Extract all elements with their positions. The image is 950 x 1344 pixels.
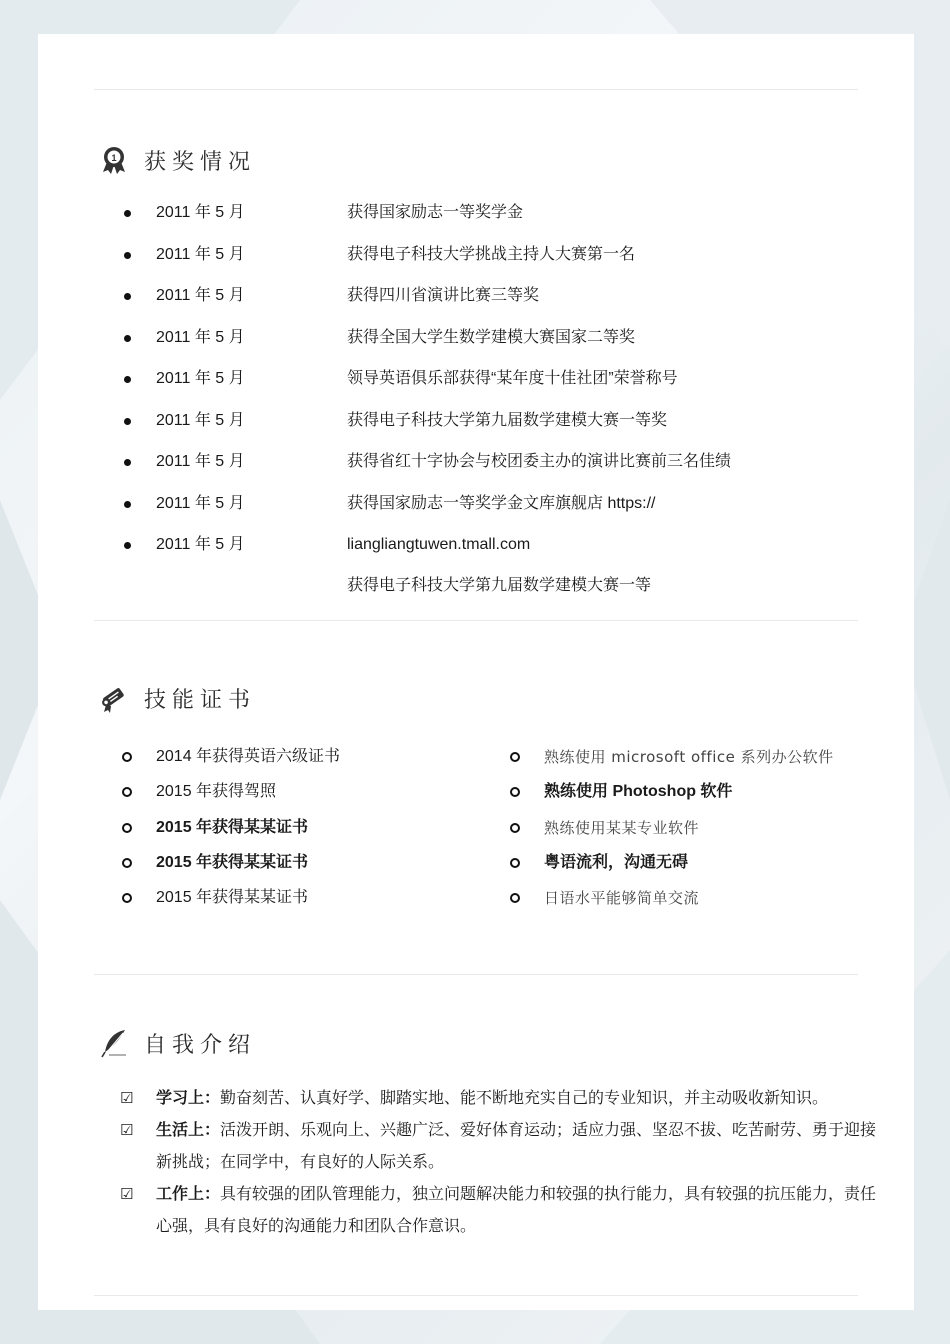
award-date: 2011 年 5 月 [156,370,245,387]
intro-item [120,1083,890,1115]
award-desc: 获得全国大学生数学建模大赛国家二等奖 [347,328,636,346]
resume-page [38,34,914,1310]
bullet-dot [124,210,131,217]
skills-header [100,681,256,715]
intro-item [120,1179,890,1243]
divider [94,1295,858,1296]
bullet-ring [510,858,520,868]
award-date: 2011 年 5 月 [156,287,245,304]
award-desc: liangliangtuwen.tmall.com [347,536,531,553]
skills-title: 技能证书 [144,687,257,713]
skill-text: 熟练使用 Photoshop 软件 [544,783,733,801]
bullet-ring [122,823,132,833]
divider [94,620,858,621]
skill-text: 熟练使用某某专业软件 [544,818,700,837]
divider [94,974,858,975]
feather-quill-icon [100,1028,128,1058]
bullet-dot [124,501,131,508]
intro-item [120,1115,890,1179]
skill-text: 日语水平能够简单交流 [544,889,700,908]
award-desc: 获得国家励志一等奖学金 [347,204,524,221]
bullet-dot [124,376,131,383]
bullet-dot [124,252,131,259]
award-desc: 获得国家励志一等奖学金文库旗舰店 https:// [347,494,656,512]
intro-text: 活泼开朗、乐观向上、兴趣广泛、爱好体育运动；适应力强、坚忍不拔、吃苦耐劳、勇于迎接新挑战；在同学中，有良好的人际关系。 [156,1122,877,1171]
divider [94,89,858,90]
bullet-ring [122,858,132,868]
bullet-dot [124,293,131,300]
intro-label: 工作上： [156,1186,221,1203]
awards-header [100,143,256,177]
bullet-ring [510,787,520,797]
skill-text: 2015 年获得驾照 [156,783,277,801]
bullet-dot [124,542,131,549]
bullet-ring [122,893,132,903]
bullet-dot [124,459,131,466]
checkbox-icon: ☑ [120,1090,134,1107]
award-date: 2011 年 5 月 [156,536,245,553]
award-date: 2011 年 5 月 [156,204,245,221]
award-date: 2011 年 5 月 [156,494,245,512]
skill-text: 熟练使用 microsoft office 系列办公软件 [544,748,834,766]
intro-title: 自我介绍 [144,1032,257,1058]
bullet-dot [124,335,131,342]
award-medal-icon [100,145,128,175]
bullet-ring [122,787,132,797]
diploma-scroll-icon [100,683,128,713]
checkbox-icon: ☑ [120,1186,134,1203]
bullet-dot [124,418,131,425]
award-date: 2011 年 5 月 [156,411,245,429]
award-date: 2011 年 5 月 [156,245,245,263]
intro-text: 具有较强的团队管理能力，独立问题解决能力和较强的执行能力，具有较强的抗压能力，责任心强，具有良好的沟通能力和团队合作意识。 [156,1186,877,1235]
skill-text: 2015 年获得某某证书 [156,889,309,907]
skill-text: 粤语流利，沟通无碍 [544,853,689,871]
skill-text: 2015 年获得某某证书 [156,853,309,871]
checkbox-icon: ☑ [120,1122,134,1139]
intro-text: 勤奋刻苦、认真好学、脚踏实地、能不断地充实自己的专业知识，并主动吸收新知识。 [220,1090,829,1107]
bullet-ring [510,893,520,903]
award-desc: 获得四川省演讲比赛三等奖 [347,287,540,304]
awards-title: 获奖情况 [144,149,257,175]
intro-label: 学习上： [156,1090,221,1107]
intro-label: 生活上： [156,1122,221,1139]
award-desc: 领导英语俱乐部获得“某年度十佳社团”荣誉称号 [347,370,678,387]
award-extra-desc: 获得电子科技大学第九届数学建模大赛一等 [347,577,652,594]
bullet-ring [122,752,132,762]
award-desc: 获得省红十字协会与校团委主办的演讲比赛前三名佳绩 [347,453,732,470]
award-desc: 获得电子科技大学挑战主持人大赛第一名 [347,245,636,263]
award-date: 2011 年 5 月 [156,453,245,470]
skill-text: 2014 年获得英语六级证书 [156,748,341,765]
award-desc: 获得电子科技大学第九届数学建模大赛一等奖 [347,411,668,429]
svg-text:1: 1 [111,153,117,163]
bullet-ring [510,823,520,833]
award-date: 2011 年 5 月 [156,328,245,346]
skill-text: 2015 年获得某某证书 [156,818,309,836]
intro-header [100,1026,256,1060]
bullet-ring [510,752,520,762]
